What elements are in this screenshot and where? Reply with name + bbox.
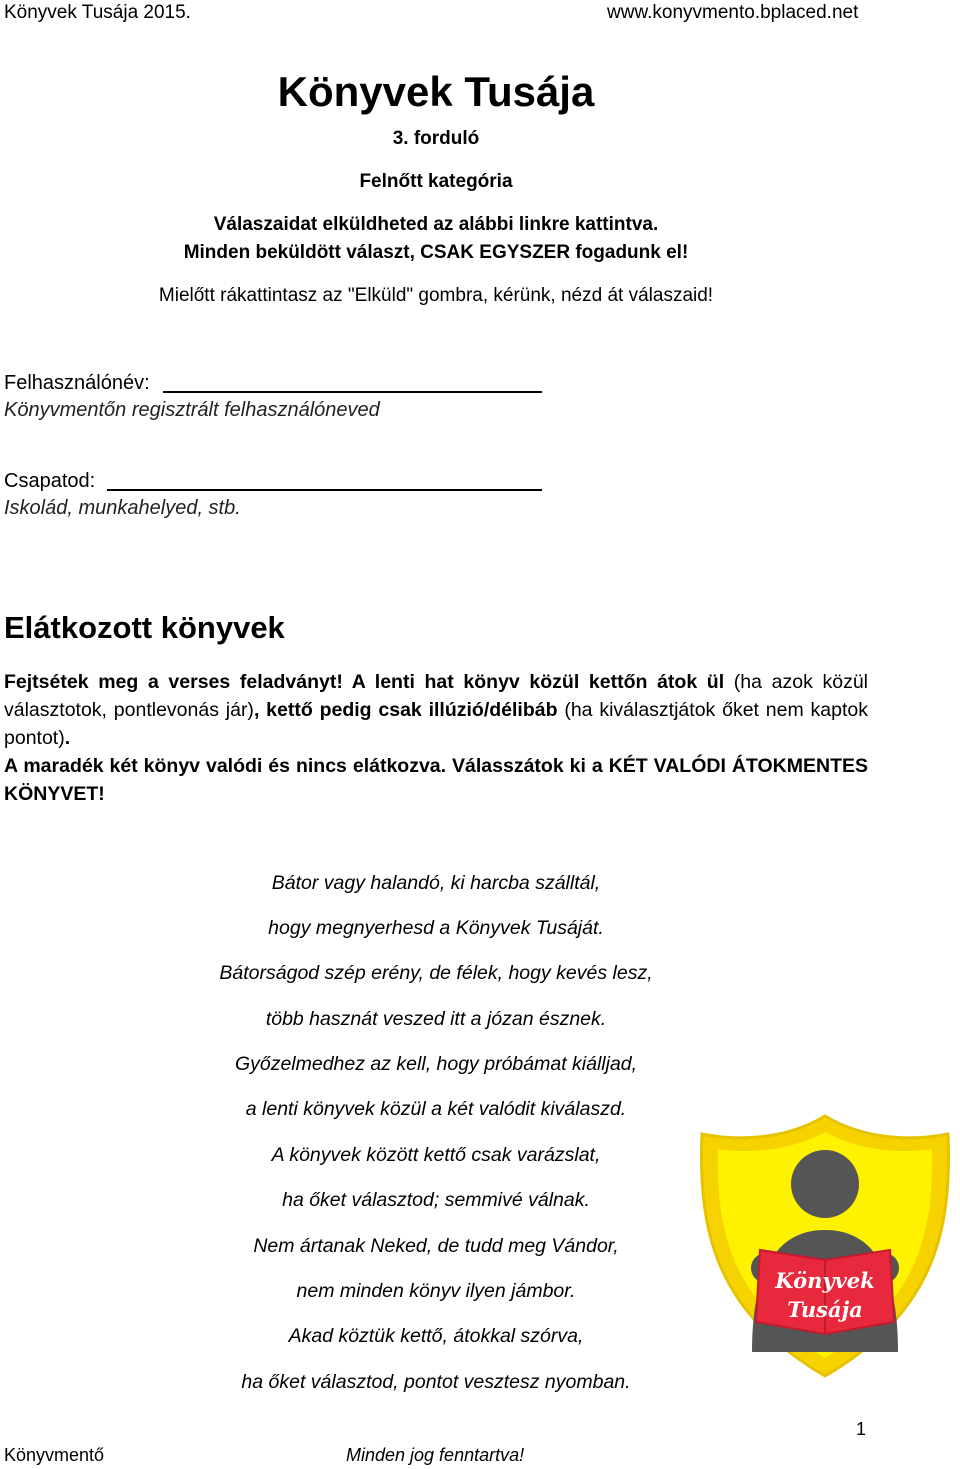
task-description (4, 668, 868, 808)
footer-copyright: Minden jog fenntartva! (346, 1445, 525, 1465)
task-part-2: A maradék két könyv valódi és nincs elátkozva. Válasszátok ki a KÉT VALÓDI ÁTOKMENTES KÖNYVET! (4, 755, 868, 805)
footer-left: Könyvmentő (4, 1445, 105, 1465)
instruction-line-3: Mielőtt rákattintasz az "Elküld" gombra, kérünk, nézd át válaszaid! (158, 285, 714, 306)
poem-line: több hasznát veszed itt a józan észnek. (265, 1008, 607, 1030)
instruction-line-1: Válaszaidat elküldheted az alábbi linkre kattintva. (213, 214, 659, 235)
username-field[interactable] (163, 391, 542, 393)
username-hint: Könyvmentőn regisztrált felhasználóneved (4, 399, 380, 421)
svg-text:Könyvek: Könyvek (775, 1268, 875, 1293)
instruction-line-2: Minden beküldött választ, CSAK EGYSZER fogadunk el! (183, 242, 689, 263)
poem-line: Bátorságod szép erény, de félek, hogy kevés lesz, (219, 962, 653, 984)
konyvek-tusaja-logo (694, 1112, 956, 1380)
poem-line: Bátor vagy halandó, ki harcba szálltál, (271, 872, 601, 894)
poem-line: hogy megnyerhesd a Könyvek Tusáját. (268, 917, 604, 939)
header-right-url[interactable]: www.konyvmento.bplaced.net (607, 2, 859, 23)
category-label: Felnőtt kategória (359, 171, 513, 192)
username-label: Felhasználónév: (4, 372, 150, 394)
poem-line: ha őket választod, pontot vesztesz nyomban. (241, 1371, 631, 1393)
team-hint: Iskolád, munkahelyed, stb. (4, 497, 241, 519)
team-label: Csapatod: (4, 470, 96, 492)
poem-line: nem minden könyv ilyen jámbor. (296, 1280, 576, 1302)
poem-line: A könyvek között kettő csak varázslat, (271, 1144, 601, 1166)
poem-line: ha őket választod; semmivé válnak. (282, 1189, 590, 1211)
poem-line: Akad köztük kettő, átokkal szórva, (288, 1325, 584, 1347)
task-part-1: Fejtsétek meg a verses feladványt! A lenti hat könyv közül kettőn átok ül (ha azok közül választotok, pontlevonás jár), kettő pedig csak illúzió/délibáb (ha kiválasztjátok őket nem kaptok pontot). (4, 671, 869, 749)
page-number: 1 (856, 1419, 867, 1439)
poem-line: Nem ártanak Neked, de tudd meg Vándor, (253, 1235, 619, 1257)
poem-line: Győzelmedhez az kell, hogy próbámat kiálljad, (234, 1053, 638, 1075)
page-title: Könyvek Tusája (277, 68, 595, 115)
team-field[interactable] (107, 489, 542, 491)
round-label: 3. forduló (392, 128, 480, 149)
header-left: Könyvek Tusája 2015. (4, 2, 191, 23)
section-title: Elátkozott könyvek (4, 610, 285, 645)
poem-line: a lenti könyvek közül a két valódit kiválaszd. (245, 1098, 627, 1120)
svg-text:Tusája: Tusája (787, 1297, 863, 1322)
